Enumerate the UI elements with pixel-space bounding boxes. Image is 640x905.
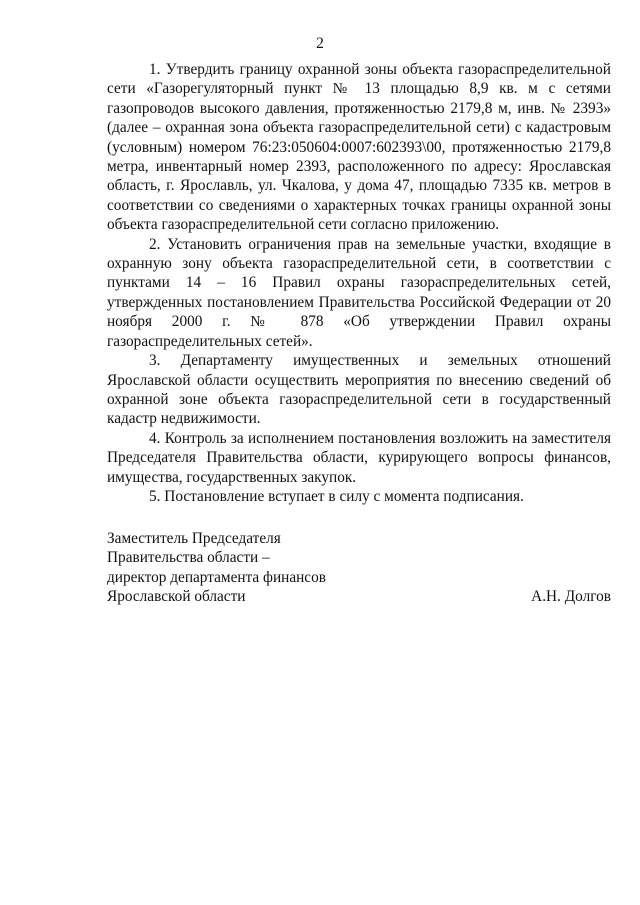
signatory-title-line-4: Ярославской области: [107, 588, 246, 606]
decree-body: [107, 60, 611, 506]
signature-block: [107, 529, 611, 607]
signatory-title-line-1: Заместитель Председателя: [107, 530, 281, 547]
signatory-last-line: [107, 587, 611, 606]
paragraph-4: 4. Контроль за исполнением постановления возложить на заместителя Председателя Правительства области, курирующего вопросы финансов, имущества, государственных закупок.: [107, 429, 611, 486]
paragraph-1: 1. Утвердить границу охранной зоны объекта газораспределительной сети «Газорегуляторный пункт № 13 площадью 8,9 кв. м с сетями газопроводов высокого давления, протяженностью 2179,8 м, инв. № 2393» (далее – охранная зона объекта газораспределительной сети) с кадастровым (условным) номером 76:23:050604:0007:602393\00, протяженностью 2179,8 метра, инвентарный номер 2393, расположенного по адресу: Ярославская область, г. Ярославль, ул. Чкалова, у дома 47, площадью 7335 кв. метров в соответствии со сведениями о характерных точках границы охранной зоны объекта газораспределительной сети согласно приложению.: [107, 61, 611, 234]
paragraph-3: 3. Департаменту имущественных и земельных отношений Ярославской области осуществить мероприятия по внесению сведений об охранной зоне объекта газораспределительной сети в государственный кадастр недвижимости.: [107, 352, 611, 428]
paragraph-2: 2. Установить ограничения прав на земельные участки, входящие в охранную зону объекта газораспределительной сети, в соответствии с пунктами 14 – 16 Правил охраны газораспределительных сетей, утвержденных постановлением Правительства Российской Федерации от 20 ноября 2000 г. № 878 «Об утверждении Правил охраны газораспределительных сетей».: [107, 235, 611, 350]
signatory-name: А.Н. Долгов: [531, 588, 611, 606]
signatory-title-line-2: Правительства области –: [107, 549, 270, 567]
paragraph-5: 5. Постановление вступает в силу с момента подписания.: [149, 487, 524, 505]
signatory-title-line-3: директор департамента финансов: [107, 568, 326, 586]
page-number: 2: [316, 35, 324, 52]
